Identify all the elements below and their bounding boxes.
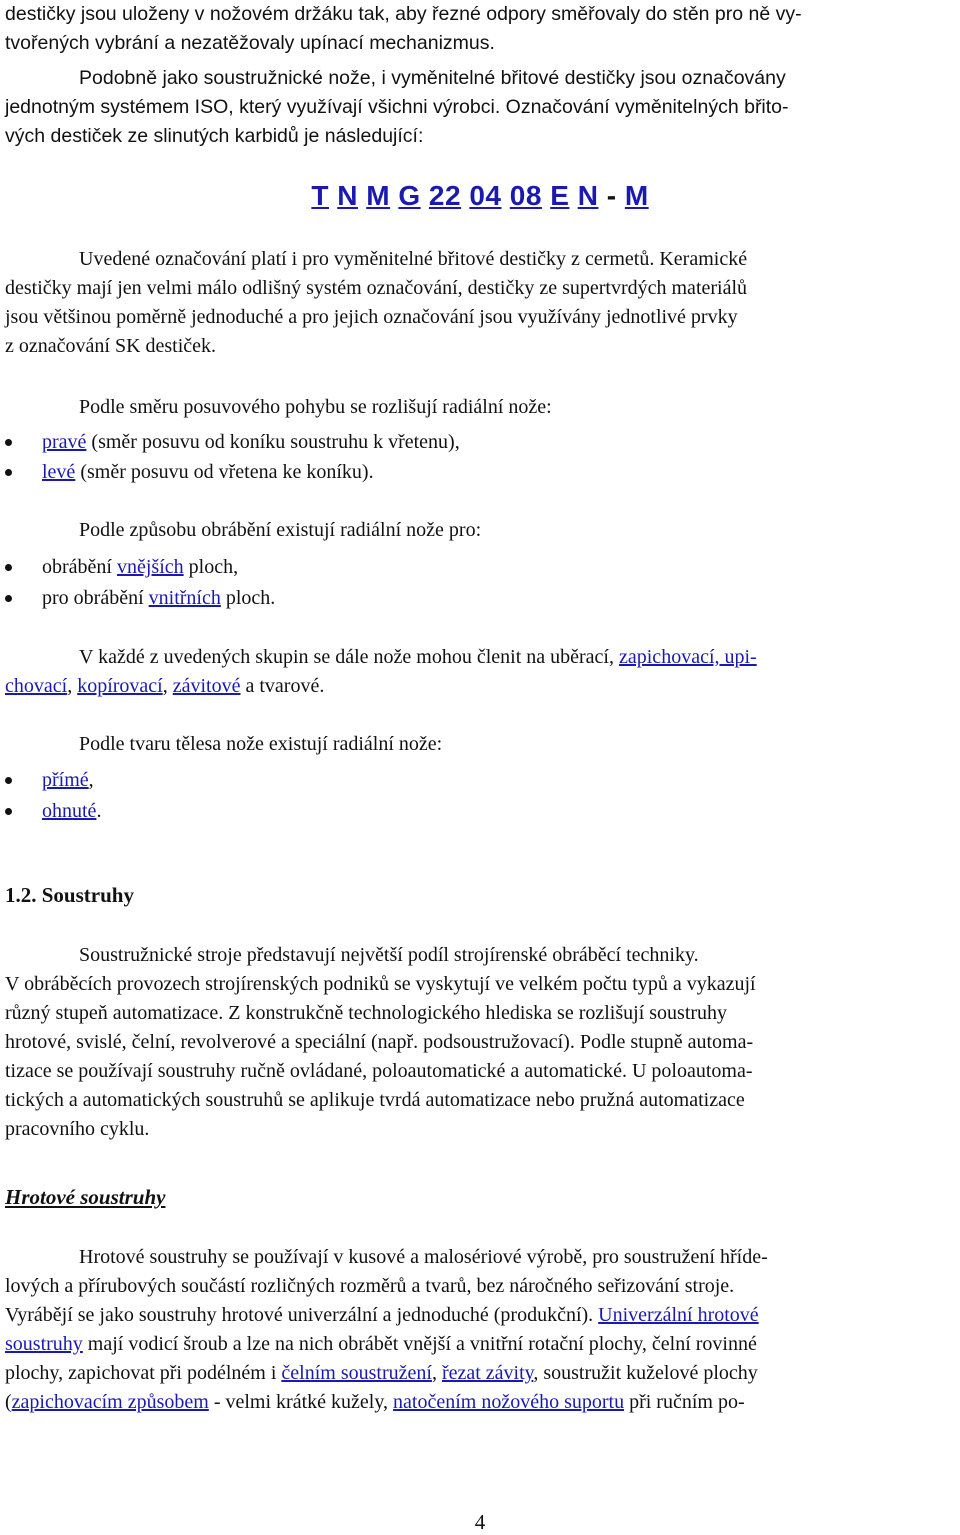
link-univerzalni-hrotove[interactable]: Univerzální hrotové bbox=[598, 1304, 759, 1326]
code-token[interactable]: T bbox=[311, 180, 329, 211]
text-span: , soustružit kuželové plochy bbox=[533, 1362, 758, 1384]
text-span: a tvarové. bbox=[240, 675, 325, 697]
text-span: V každé z uvedených skupin se dále nože mohou členit na uběrací, bbox=[79, 646, 619, 668]
text-line: Hrotové soustruhy se používají v kusové a malosériové výrobě, pro soustružení hříde- bbox=[79, 1246, 768, 1268]
text-line: lových a přírubových součástí rozličných rozměrů a tvarů, bez náročného seřizování stroje. bbox=[5, 1275, 735, 1297]
paragraph-2 bbox=[5, 64, 955, 151]
link-vnitrnich[interactable]: vnitřních bbox=[148, 587, 221, 609]
link-zapichovacim-zpusobem[interactable]: zapichovacím způsobem bbox=[11, 1391, 209, 1413]
bullet-icon bbox=[5, 564, 12, 571]
list-item-text: (směr posuvu od koníku soustruhu k vřetenu), bbox=[86, 431, 460, 453]
text-line bbox=[5, 643, 955, 672]
text-span: ( bbox=[5, 1391, 12, 1413]
text-line: hrotové, svislé, čelní, revolverové a speciální (např. podsoustružovací). Podle stupně automa- bbox=[5, 1031, 754, 1053]
list-item-text: ploch. bbox=[220, 587, 276, 609]
bullet-icon bbox=[5, 469, 12, 476]
link-zapichovaci[interactable]: zapichovací, upi- bbox=[619, 646, 757, 668]
code-token[interactable]: N bbox=[337, 180, 358, 211]
link-leve[interactable]: levé bbox=[42, 461, 76, 483]
code-token[interactable]: G bbox=[398, 180, 421, 211]
link-upichovaci[interactable]: chovací bbox=[5, 675, 68, 697]
text-line: Podobně jako soustružnické nože, i vyměnitelné břitové destičky jsou označovány bbox=[79, 67, 786, 89]
link-soustruhy[interactable]: soustruhy bbox=[5, 1333, 83, 1355]
text-line: pracovního cyklu. bbox=[5, 1118, 150, 1140]
text-span: Vyrábějí se jako soustruhy hrotové univerzální a jednoduché (produkční). bbox=[5, 1304, 599, 1326]
list-item-text: (směr posuvu od vřetena ke koníku). bbox=[75, 461, 374, 483]
paragraph-5 bbox=[5, 941, 955, 1144]
text-line: různý stupeň automatizace. Z konstrukčně technologického hlediska se rozlišují soustruhy bbox=[5, 1002, 728, 1024]
code-token[interactable]: M bbox=[624, 180, 649, 211]
link-celnim-soustruzeni[interactable]: čelním soustružení bbox=[281, 1362, 432, 1384]
paragraph-3 bbox=[5, 245, 955, 361]
bullet-icon bbox=[5, 439, 12, 446]
section-heading: 1.2. Soustruhy bbox=[5, 883, 134, 907]
bullet-icon bbox=[5, 595, 12, 602]
text-line: vých destiček ze slinutých karbidů je následující: bbox=[5, 125, 424, 147]
text-span: , bbox=[162, 675, 173, 697]
bullet-icon bbox=[5, 808, 12, 815]
text-span: - velmi krátké kužely, bbox=[208, 1391, 394, 1413]
text-span: při ručním po- bbox=[624, 1391, 745, 1413]
text-line bbox=[5, 1359, 955, 1388]
list-item-text: pro obrábění bbox=[42, 587, 149, 609]
list-item-text: . bbox=[96, 800, 102, 822]
list-item-text: ploch, bbox=[183, 556, 239, 578]
link-vnejsich[interactable]: vnějších bbox=[116, 556, 184, 578]
text-line bbox=[5, 1330, 955, 1359]
code-token[interactable]: M bbox=[366, 180, 391, 211]
text-line: destičky mají jen velmi málo odlišný systém označování, destičky ze supertvrdých materiálů bbox=[5, 277, 748, 299]
iso-insert-code bbox=[5, 180, 955, 212]
paragraph-1 bbox=[5, 0, 955, 58]
list-intro-text: Podle směru posuvového pohybu se rozlišují radiální nože: bbox=[79, 396, 552, 418]
code-token[interactable]: 22 bbox=[428, 180, 462, 211]
text-line: destičky jsou uloženy v nožovém držáku tak, aby řezné odpory směřovaly do stěn pro ně vy- bbox=[5, 3, 802, 25]
subsection-heading: Hrotové soustruhy bbox=[5, 1185, 166, 1209]
text-span: , bbox=[431, 1362, 442, 1384]
text-line: tických a automatických soustruhů se aplikuje tvrdá automatizace nebo pružná automatizace bbox=[5, 1089, 745, 1111]
text-line: tizace se používají soustruhy ručně ovládané, poloautomatické a automatické. U poloautoma- bbox=[5, 1060, 753, 1082]
list-intro-text: Podle tvaru tělesa nože existují radiální nože: bbox=[79, 733, 443, 755]
text-line: Soustružnické stroje představují největší podíl strojírenské obráběcí techniky. bbox=[79, 944, 699, 966]
code-token[interactable]: E bbox=[550, 180, 570, 211]
text-line: jsou většinou poměrně jednoduché a pro jejich označování jsou využívány jednotlivé prvky bbox=[5, 306, 738, 328]
link-rezat-zavity[interactable]: řezat závity bbox=[441, 1362, 534, 1384]
text-span: mají vodicí šroub a lze na nich obrábět vnější a vnitřní rotační plochy, čelní rovinné bbox=[82, 1333, 757, 1355]
code-token[interactable]: 04 bbox=[469, 180, 502, 211]
code-token[interactable]: N bbox=[577, 180, 599, 211]
link-natocenim-suportu[interactable]: natočením nožového suportu bbox=[393, 1391, 625, 1413]
paragraph-6 bbox=[5, 1243, 955, 1417]
text-span: plochy, zapichovat při podélném i bbox=[5, 1362, 282, 1384]
link-prime[interactable]: přímé bbox=[42, 769, 89, 791]
text-line bbox=[5, 672, 955, 701]
list-item-text: obrábění bbox=[42, 556, 117, 578]
text-line: tvořených vybrání a nezatěžovaly upínací mechanizmus. bbox=[5, 32, 495, 54]
list-intro-text: Podle způsobu obrábění existují radiální nože pro: bbox=[79, 519, 482, 541]
code-token[interactable]: 08 bbox=[509, 180, 542, 211]
paragraph-4 bbox=[5, 643, 955, 701]
text-line: Uvedené označování platí i pro vyměnitelné břitové destičky z cermetů. Keramické bbox=[79, 248, 748, 270]
link-zavitove[interactable]: závitové bbox=[172, 675, 241, 697]
link-ohnute[interactable]: ohnuté bbox=[42, 800, 97, 822]
text-line bbox=[5, 1301, 955, 1330]
code-dash: - bbox=[606, 180, 617, 211]
text-line: z označování SK destiček. bbox=[5, 335, 217, 357]
text-span: , bbox=[67, 675, 78, 697]
text-line: V obráběcích provozech strojírenských podniků se vyskytují ve velkém počtu typů a vykazují bbox=[5, 973, 756, 995]
text-line: jednotným systémem ISO, který využívají všichni výrobci. Označování vyměnitelných břito- bbox=[5, 96, 789, 118]
bullet-icon bbox=[5, 777, 12, 784]
list-item-text: , bbox=[88, 769, 94, 791]
link-kopirovaci[interactable]: kopírovací bbox=[77, 675, 163, 697]
page-number: 4 bbox=[474, 1510, 486, 1534]
link-prave[interactable]: pravé bbox=[42, 431, 87, 453]
text-line bbox=[5, 1388, 955, 1417]
